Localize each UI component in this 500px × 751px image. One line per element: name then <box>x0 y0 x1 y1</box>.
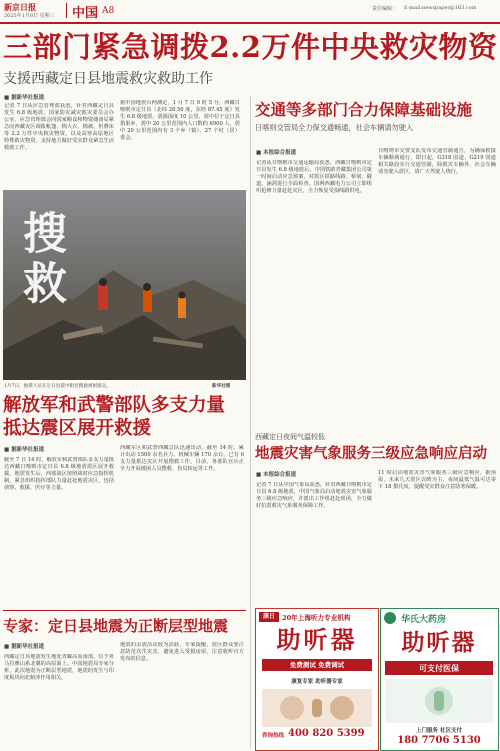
pla-text-col1: 截至 7 日 14 时，解放军和武警部队多支力量抵达西藏日喀则市定日县 6.8 级地震震区展开救援。地震发生后，西部战区按照战时应急指挥机制，紧急组织指挥部队力量赶赴地震灾区，包括侦察、救援、医疗等力量。 <box>4 457 114 491</box>
weather-byline: ■ 本报综合报道 <box>256 472 297 478</box>
paper-name: 新京日报 <box>4 2 36 12</box>
pla-text-col2: 西藏军区和武警西藏总队迅速出动，截至 14 时，累计出动 1500 余名兵力、机械车辆 170 余台，已有 6 支力量抵达灾区开展搜救工作。目前，各部队官兵正全力开展被困人员搜救、伤员转运等工作。 <box>120 445 244 472</box>
ad-left-topline: 20年上海听力专业机构 <box>282 614 351 622</box>
traffic-byline: ■ 本报综合报道 <box>256 150 297 156</box>
traffic-headline: 交通等多部门合力保障基础设施 <box>255 100 473 119</box>
ad-right-slogan: 可支付医保 <box>385 661 493 675</box>
photo-overlay-text: 搜救 <box>15 210 66 310</box>
photo-credit: 新华社图 <box>212 384 231 389</box>
ad-right <box>380 608 499 751</box>
page-header <box>0 0 500 22</box>
traffic-subheadline: 日喀则交管局全力保交通畅通，社会车辆请勿驶入 <box>255 123 414 132</box>
editor-label: 责任编辑： <box>372 6 398 12</box>
pharmacy-logo-icon <box>384 612 396 624</box>
traffic-text-col2: 日喀则市交警支队发布交通管制通告，为确保救援车辆顺利通行，即日起，G318 国道、G219 国道相关路段实行交通管制，除救灾车辆外，社会车辆请勿驶入震区，请广大驾驶人绕行。 <box>378 148 496 175</box>
expert-byline: ■ 据新华社报道 <box>4 644 45 650</box>
ad-right-phone: 180 7706 5130 <box>397 735 481 746</box>
main-byline: ■ 据新华社报道 <box>4 95 45 101</box>
ad-right-image <box>385 679 493 723</box>
pla-headline-line2: 抵达震区展开救援 <box>3 418 152 439</box>
main-text-col1: 记者 7 日从应急管理部获悉，针对西藏定日县发生 6.8 级地震，国家防灾减灾救灾委员会办公室、应急管理部会同国家粮食和物资储备局紧急向西藏灾区调拨帐篷、棉大衣、棉被、折叠床等 2.2 万件中央救灾物资，以及高寒高原地区特殊救灾物资，支持地方做好受灾群众紧急生活救助工作。 <box>4 103 114 151</box>
ad-left-slogan: 免费测试 免费调试 <box>262 659 372 671</box>
pla-byline: ■ 据新华社报道 <box>4 447 45 453</box>
traffic-text-col1: 记者从日喀则市交通运输局获悉，西藏日喀则市定日县发生 6.8 级地震后，中国铁路青藏集团公司第一时间启动应急预案，对震区铁路线路、桥梁、隧道、涵洞进行全面检查。国网西藏电力公司立即组织抢修力量赶赴灾区，全力恢复受损线路供电。 <box>256 160 372 194</box>
section-title: 中国 <box>72 6 99 21</box>
ad-right-brand: 华氏大药房 <box>401 615 447 625</box>
ad-left-tag: 康日 <box>259 612 279 622</box>
divider <box>3 610 246 611</box>
expert-headline: 专家：定日县地震为正断层型地震 <box>3 617 229 635</box>
weather-text-col2: 11 时启动地震灾害气象服务三级应急响应。据预报，未来几天震区以晴为主，夜间最低气温可达零下 18 摄氏度，提醒受灾群众注意防寒保暖。 <box>378 470 496 490</box>
ad-right-note: 上门服务 社区支付 <box>416 728 462 734</box>
expert-text-col1: 西藏定日县地震发生地处青藏高原南部，位于喜马拉雅山系北翼的高原面上。中国地震局专家分析，此次地震为正断层型地震，地震的发生与印度板块向北俯冲作用相关。 <box>4 654 114 681</box>
ad-left-phone: 400 820 5399 <box>288 728 365 739</box>
column-divider <box>250 96 251 749</box>
weather-headline: 地震灾害气象服务三级应急响应启动 <box>255 445 487 462</box>
main-text-col2: 据中国地震台网测定，1 月 7 日 9 时 5 分，西藏日喀则市定日县（北纬 28.50 度，东经 87.45 度）发生 6.8 级地震，震源深度 10 公里。震中位于定日县措果乡，震中 20 公里范围内人口数约 6900 人，震中 20 公里范围内有 3 个乡（镇）、27 个村（居）委会。 <box>120 100 240 141</box>
issue-date: 2025年1月8日 星期三 <box>4 13 55 19</box>
main-headline: 三部门紧急调拨2.2万件中央救灾物资 <box>3 30 498 64</box>
pla-headline-line1: 解放军和武警部队多支力量 <box>3 395 226 416</box>
email: E-mail:newspaper@163.com <box>404 5 477 11</box>
weather-kicker: 西藏定日夜间气温较低 <box>255 433 325 441</box>
header-rule <box>0 22 500 24</box>
page-number: A8 <box>102 6 115 16</box>
ad-right-title: 助听器 <box>401 629 477 656</box>
ad-left-title: 助听器 <box>276 625 358 654</box>
weather-text-col1: 记者 7 日从中国气象局获悉，针对西藏日喀则市定日县 6.8 级地震，中国气象局启动地震灾害气象服务三级应急响应，并派出工作组赶赴现场，全力做好抗震救灾气象服务保障工作。 <box>256 482 372 509</box>
ad-left-tagline: 康复专家 助听器专家 <box>291 679 343 685</box>
expert-text-col2: 地震的余震活动较为活跃，专家提醒，震区群众要注意防范次生灾害，避免进入受损房屋，注意收听官方发布的信息。 <box>120 642 244 662</box>
ad-left-hotline-label: 咨询热线 <box>262 733 285 739</box>
rescue-photo <box>3 190 246 380</box>
ad-left <box>255 608 379 751</box>
ad-left-image <box>262 689 372 727</box>
photo-caption: 1月7日，救援人员在定日县震中附近搜救被困群众。 <box>4 384 111 389</box>
main-subheadline: 支援西藏定日县地震救灾救助工作 <box>3 71 213 87</box>
